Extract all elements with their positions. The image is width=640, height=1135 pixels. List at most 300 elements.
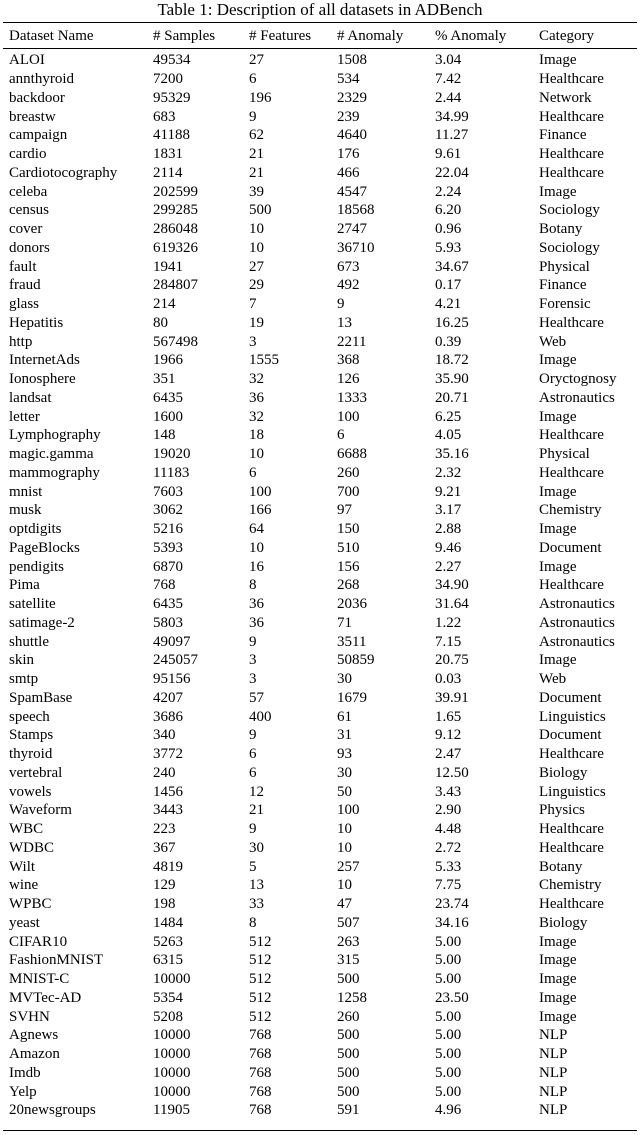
cell-dataset-name: cover [9,221,43,238]
cell-category: Finance [539,277,587,294]
cell-anomaly-percent: 2.44 [435,89,462,106]
cell-category: Astronautics [539,614,615,631]
cell-samples: 1941 [153,258,183,275]
cell-anomaly-count: 4640 [337,127,367,144]
cell-category: Finance [539,127,587,144]
cell-anomaly-count: 1679 [337,689,367,706]
cell-anomaly-count: 1258 [337,989,367,1006]
cell-anomaly-count: 18568 [337,202,375,219]
cell-anomaly-percent: 39.91 [435,689,469,706]
cell-anomaly-count: 4547 [337,183,367,200]
table-row [3,501,637,520]
cell-dataset-name: mammography [9,464,100,481]
cell-anomaly-count: 10 [337,839,352,856]
cell-samples: 129 [153,877,176,894]
cell-samples: 240 [153,764,176,781]
cell-anomaly-count: 260 [337,1008,360,1025]
cell-dataset-name: 20newsgroups [9,1102,96,1119]
cell-dataset-name: census [9,202,49,219]
cell-features: 166 [249,502,272,519]
cell-dataset-name: Pima [9,577,40,594]
cell-dataset-name: Yelp [9,1083,37,1100]
cell-anomaly-count: 2329 [337,89,367,106]
cell-features: 768 [249,1083,272,1100]
cell-anomaly-count: 36710 [337,239,375,256]
cell-samples: 5393 [153,539,183,556]
cell-category: Healthcare [539,746,604,763]
cell-category: Biology [539,914,588,931]
table-row [3,651,637,670]
cell-anomaly-percent: 20.71 [435,389,469,406]
table-row [3,557,637,576]
cell-anomaly-count: 93 [337,746,352,763]
cell-anomaly-count: 500 [337,1064,360,1081]
cell-category: Healthcare [539,896,604,913]
table-row [3,389,637,408]
cell-features: 9 [249,108,257,125]
cell-category: Image [539,408,577,425]
cell-anomaly-percent: 3.43 [435,783,462,800]
table-row [3,314,637,333]
cell-anomaly-count: 500 [337,1046,360,1063]
cell-anomaly-percent: 0.03 [435,671,462,688]
cell-anomaly-count: 500 [337,971,360,988]
cell-features: 5 [249,858,257,875]
cell-anomaly-count: 6 [337,427,345,444]
cell-features: 64 [249,521,264,538]
cell-anomaly-count: 591 [337,1102,360,1119]
cell-features: 512 [249,989,272,1006]
table-row [3,914,637,933]
cell-category: Biology [539,764,588,781]
cell-features: 768 [249,1027,272,1044]
table-row [3,70,637,89]
table-row [3,989,637,1008]
cell-dataset-name: FashionMNIST [9,952,104,969]
cell-features: 6 [249,746,257,763]
cell-dataset-name: vertebral [9,764,63,781]
cell-samples: 6315 [153,952,183,969]
cell-dataset-name: Stamps [9,727,54,744]
table-row [3,239,637,258]
table-body [3,48,637,1120]
cell-samples: 3062 [153,502,183,519]
table-row [3,726,637,745]
table-row [3,201,637,220]
cell-dataset-name: pendigits [9,558,64,575]
cell-anomaly-percent: 9.46 [435,539,462,556]
cell-features: 36 [249,596,264,613]
table-row [3,370,637,389]
table-row [3,801,637,820]
table-row [3,1101,637,1120]
cell-features: 1555 [249,352,279,369]
cell-dataset-name: CIFAR10 [9,933,68,950]
cell-samples: 10000 [153,1027,191,1044]
cell-samples: 768 [153,577,176,594]
cell-samples: 5216 [153,521,183,538]
cell-features: 6 [249,464,257,481]
table-row [3,464,637,483]
cell-anomaly-count: 1333 [337,389,367,406]
cell-category: Healthcare [539,821,604,838]
cell-category: Healthcare [539,146,604,163]
cell-anomaly-percent: 4.96 [435,1102,462,1119]
cell-anomaly-count: 61 [337,708,352,725]
table-row [3,782,637,801]
cell-dataset-name: optdigits [9,521,62,538]
cell-anomaly-percent: 7.42 [435,71,462,88]
cell-category: Chemistry [539,502,602,519]
table-row [3,445,637,464]
cell-anomaly-percent: 35.16 [435,446,469,463]
cell-features: 8 [249,577,257,594]
cell-samples: 148 [153,427,176,444]
cell-category: Image [539,971,577,988]
table-row [3,164,637,183]
cell-anomaly-percent: 7.15 [435,633,462,650]
cell-dataset-name: WDBC [9,839,54,856]
table-row [3,595,637,614]
table-row [3,932,637,951]
cell-anomaly-percent: 7.75 [435,877,462,894]
cell-features: 30 [249,839,264,856]
cell-dataset-name: MVTec-AD [9,989,82,1006]
table-row [3,614,637,633]
cell-features: 400 [249,708,272,725]
cell-dataset-name: Waveform [9,802,72,819]
cell-anomaly-percent: 11.27 [435,127,469,144]
cell-category: Web [539,333,567,350]
cell-dataset-name: letter [9,408,40,425]
cell-category: Image [539,652,577,669]
cell-category: Healthcare [539,314,604,331]
table-row [3,257,637,276]
cell-anomaly-count: 368 [337,352,360,369]
cell-anomaly-count: 500 [337,1027,360,1044]
table-row [3,126,637,145]
cell-dataset-name: mnist [9,483,43,500]
cell-features: 36 [249,389,264,406]
cell-samples: 3772 [153,746,183,763]
cell-anomaly-count: 257 [337,858,360,875]
cell-features: 9 [249,727,257,744]
cell-anomaly-percent: 9.21 [435,483,462,500]
cell-dataset-name: satellite [9,596,56,613]
cell-anomaly-count: 2211 [337,333,367,350]
cell-anomaly-percent: 3.17 [435,502,462,519]
cell-anomaly-percent: 34.16 [435,914,469,931]
datasets-table [3,24,637,1120]
cell-features: 512 [249,933,272,950]
cell-category: NLP [539,1046,568,1063]
cell-category: NLP [539,1064,568,1081]
table-row [3,520,637,539]
cell-samples: 223 [153,821,176,838]
cell-dataset-name: InternetAds [9,352,80,369]
cell-samples: 49097 [153,633,191,650]
cell-features: 7 [249,296,257,313]
cell-category: Astronautics [539,389,615,406]
cell-samples: 10000 [153,1046,191,1063]
cell-category: Image [539,558,577,575]
cell-anomaly-count: 700 [337,483,360,500]
cell-features: 29 [249,277,264,294]
cell-category: NLP [539,1083,568,1100]
cell-anomaly-count: 9 [337,296,345,313]
cell-anomaly-percent: 18.72 [435,352,469,369]
cell-anomaly-count: 500 [337,1083,360,1100]
cell-dataset-name: fraud [9,277,41,294]
cell-samples: 683 [153,108,176,125]
table-row [3,857,637,876]
cell-category: Image [539,352,577,369]
cell-features: 21 [249,146,264,163]
cell-samples: 619326 [153,239,198,256]
cell-dataset-name: landsat [9,389,52,406]
cell-anomaly-percent: 6.25 [435,408,462,425]
header-category: Category [539,28,594,44]
cell-anomaly-count: 176 [337,146,360,163]
cell-anomaly-percent: 16.25 [435,314,469,331]
cell-category: Astronautics [539,596,615,613]
cell-dataset-name: backdoor [9,89,65,106]
cell-features: 6 [249,71,257,88]
cell-samples: 4819 [153,858,183,875]
cell-anomaly-percent: 34.90 [435,577,469,594]
cell-category: Healthcare [539,164,604,181]
cell-category: Image [539,952,577,969]
cell-dataset-name: speech [9,708,50,725]
table-row [3,351,637,370]
cell-features: 9 [249,633,257,650]
cell-category: Image [539,933,577,950]
cell-category: Document [539,727,602,744]
cell-category: Image [539,521,577,538]
cell-samples: 202599 [153,183,198,200]
cell-anomaly-percent: 2.88 [435,521,462,538]
table-row [3,220,637,239]
cell-anomaly-percent: 9.61 [435,146,462,163]
cell-category: Sociology [539,239,600,256]
cell-category: NLP [539,1102,568,1119]
cell-anomaly-percent: 23.74 [435,896,469,913]
cell-features: 33 [249,896,264,913]
cell-anomaly-count: 97 [337,502,352,519]
cell-dataset-name: http [9,333,33,350]
table-row [3,951,637,970]
cell-dataset-name: breastw [9,108,56,125]
cell-anomaly-count: 2036 [337,596,367,613]
cell-category: Image [539,52,577,69]
cell-anomaly-percent: 2.27 [435,558,462,575]
header-row [3,24,637,48]
cell-samples: 2114 [153,164,183,181]
cell-features: 16 [249,558,264,575]
cell-anomaly-count: 100 [337,408,360,425]
table-row [3,89,637,108]
cell-anomaly-count: 13 [337,314,352,331]
cell-dataset-name: MNIST-C [9,971,70,988]
cell-anomaly-percent: 9.12 [435,727,462,744]
cell-dataset-name: wine [9,877,39,894]
cell-dataset-name: celeba [9,183,48,200]
cell-samples: 7200 [153,71,183,88]
cell-category: Image [539,1008,577,1025]
cell-features: 32 [249,408,264,425]
cell-category: Healthcare [539,464,604,481]
header-anomaly-percent: % Anomaly [435,28,507,44]
cell-anomaly-percent: 2.32 [435,464,462,481]
cell-samples: 19020 [153,446,191,463]
cell-anomaly-count: 260 [337,464,360,481]
cell-anomaly-percent: 22.04 [435,164,469,181]
cell-category: Physical [539,258,590,275]
cell-anomaly-percent: 0.17 [435,277,462,294]
cell-dataset-name: musk [9,502,42,519]
cell-samples: 3443 [153,802,183,819]
cell-anomaly-count: 315 [337,952,360,969]
cell-samples: 1484 [153,914,183,931]
cell-anomaly-percent: 4.21 [435,296,462,313]
cell-anomaly-count: 31 [337,727,352,744]
cell-dataset-name: glass [9,296,39,313]
cell-samples: 1831 [153,146,183,163]
cell-samples: 95156 [153,671,191,688]
cell-features: 9 [249,821,257,838]
cell-samples: 95329 [153,89,191,106]
cell-samples: 284807 [153,277,198,294]
cell-features: 10 [249,446,264,463]
cell-anomaly-count: 239 [337,108,360,125]
cell-dataset-name: WPBC [9,896,52,913]
cell-features: 57 [249,689,264,706]
cell-anomaly-count: 3511 [337,633,367,650]
cell-samples: 6870 [153,558,183,575]
cell-anomaly-percent: 35.90 [435,371,469,388]
cell-samples: 1456 [153,783,183,800]
cell-dataset-name: annthyroid [9,71,74,88]
cell-category: Forensic [539,296,591,313]
cell-anomaly-percent: 5.00 [435,971,462,988]
cell-samples: 351 [153,371,176,388]
cell-samples: 10000 [153,971,191,988]
top-rule [3,22,637,23]
cell-samples: 41188 [153,127,190,144]
cell-anomaly-count: 156 [337,558,360,575]
cell-category: Document [539,689,602,706]
cell-samples: 5354 [153,989,183,1006]
cell-anomaly-percent: 0.39 [435,333,462,350]
table-row [3,182,637,201]
cell-anomaly-count: 50859 [337,652,375,669]
cell-features: 27 [249,52,264,69]
cell-features: 13 [249,877,264,894]
cell-features: 12 [249,783,264,800]
cell-category: Physical [539,446,590,463]
cell-features: 36 [249,614,264,631]
cell-category: Linguistics [539,783,606,800]
cell-category: Healthcare [539,577,604,594]
cell-anomaly-count: 510 [337,539,360,556]
cell-features: 500 [249,202,272,219]
cell-anomaly-count: 6688 [337,446,367,463]
cell-category: Astronautics [539,633,615,650]
cell-category: Botany [539,858,583,875]
cell-features: 512 [249,971,272,988]
cell-samples: 6435 [153,389,183,406]
bottom-rule [3,1130,637,1131]
table-caption: Table 1: Description of all datasets in ADBench [157,0,483,19]
cell-category: Image [539,483,577,500]
cell-samples: 11905 [153,1102,190,1119]
cell-anomaly-percent: 34.67 [435,258,469,275]
cell-anomaly-percent: 1.22 [435,614,462,631]
cell-samples: 7603 [153,483,183,500]
cell-samples: 5263 [153,933,183,950]
cell-samples: 1600 [153,408,183,425]
header-dataset-name: Dataset Name [9,28,94,44]
cell-dataset-name: smtp [9,671,39,688]
cell-anomaly-percent: 5.00 [435,952,462,969]
cell-anomaly-count: 507 [337,914,360,931]
cell-anomaly-count: 263 [337,933,360,950]
cell-category: Document [539,539,602,556]
table-row [3,839,637,858]
cell-anomaly-count: 2747 [337,221,367,238]
cell-features: 768 [249,1064,272,1081]
cell-anomaly-percent: 12.50 [435,764,469,781]
cell-samples: 49534 [153,52,191,69]
cell-dataset-name: PageBlocks [9,539,80,556]
header-samples: # Samples [153,28,216,44]
cell-samples: 1966 [153,352,183,369]
cell-anomaly-percent: 3.04 [435,52,462,69]
table-row [3,1064,637,1083]
table-row [3,1045,637,1064]
table-row [3,295,637,314]
table-row [3,276,637,295]
table-row [3,576,637,595]
cell-features: 512 [249,952,272,969]
cell-samples: 4207 [153,689,183,706]
cell-dataset-name: satimage-2 [9,614,75,631]
table-row [3,482,637,501]
cell-features: 10 [249,539,264,556]
cell-features: 18 [249,427,264,444]
cell-samples: 299285 [153,202,198,219]
cell-features: 19 [249,314,264,331]
cell-anomaly-percent: 6.20 [435,202,462,219]
cell-anomaly-percent: 2.90 [435,802,462,819]
cell-anomaly-count: 466 [337,164,360,181]
cell-anomaly-count: 1508 [337,52,367,69]
cell-samples: 286048 [153,221,198,238]
table-row [3,764,637,783]
table-row [3,539,637,558]
table-row [3,332,637,351]
cell-samples: 340 [153,727,176,744]
table-row [3,407,637,426]
cell-anomaly-percent: 34.99 [435,108,469,125]
cell-dataset-name: fault [9,258,37,275]
cell-category: Healthcare [539,108,604,125]
cell-anomaly-percent: 2.24 [435,183,462,200]
table-row [3,970,637,989]
cell-dataset-name: donors [9,239,50,256]
cell-features: 196 [249,89,272,106]
cell-samples: 10000 [153,1083,191,1100]
